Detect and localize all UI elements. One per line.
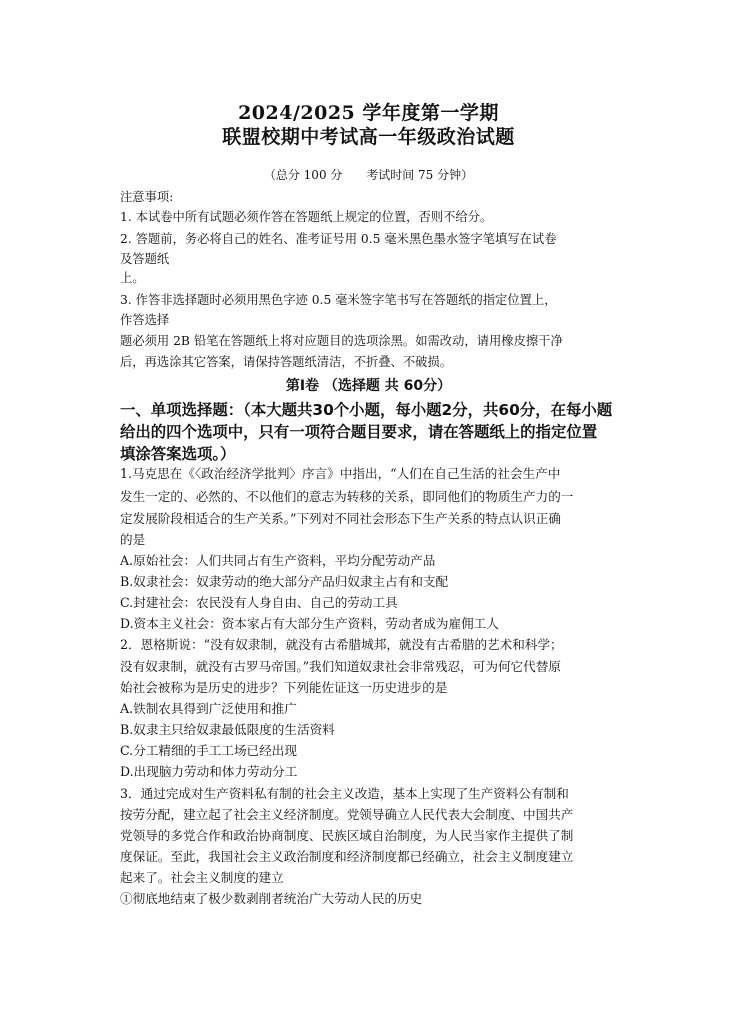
question-line: 起来了。社会主义制度的建立 — [120, 870, 284, 885]
question-line: 没有奴隶制，就没有古罗马帝国。”我们知道奴隶社会非常残忍，可为何它代替原 — [120, 659, 561, 674]
question-line: 定发展阶段相适合的生产关系。”下列对不同社会形态下生产关系的特点认识正确 — [120, 511, 561, 526]
answer-option: B.奴隶社会：奴隶劳动的绝大部分产品归奴隶主占有和支配 — [120, 574, 449, 589]
question-line: 2．恩格斯说：“没有奴隶制，就没有古希腊城邦，就没有古希腊的艺术和科学； — [120, 637, 563, 652]
section-instruction: 填涂答案选项。） — [120, 445, 236, 463]
answer-option: D.出现脑力劳动和体力劳动分工 — [120, 764, 298, 779]
answer-option: A.铁制农具得到广泛使用和推广 — [120, 701, 297, 716]
question-line: 1.马克思在《〈政治经济学批判〉序言》中指出，“人们在自己生活的社会生产中 — [120, 466, 561, 481]
notice-line: 3. 作答非选择题时必须用黑色字迹 0.5 毫米签字笔书写在答题纸的指定位置上， — [120, 293, 557, 307]
answer-option: A.原始社会：人们共同占有生产资料，平均分配劳动产品 — [120, 553, 436, 568]
exam-time: 考试时间 75 分钟） — [366, 168, 474, 182]
section-title: 第Ⅰ卷 （选择题 共 60分） — [285, 378, 452, 394]
notice-line: 及答题纸 — [120, 252, 170, 266]
question-line: 按劳分配，建立起了社会主义经济制度。党领导确立人民代表大会制度、中国共产 — [120, 807, 574, 822]
notice-line: 1. 本试卷中所有试题必须作答在答题纸上规定的位置，否则不给分。 — [120, 210, 493, 224]
answer-option: C.封建社会：农民没有人身自由、自己的劳动工具 — [120, 595, 398, 610]
notice-heading: 注意事项: — [120, 190, 174, 204]
question-line: 3．通过完成对生产资料私有制的社会主义改造，基本上实现了生产资料公有制和 — [120, 786, 569, 801]
exam-title-line1: 2024/2025 学年度第一学期 — [238, 102, 499, 124]
section-instruction: 一、单项选择题：（本大题共30个小题，每小题2分，共60分，在每小题 — [120, 401, 613, 419]
answer-option: C.分工精细的手工工场已经出现 — [120, 743, 297, 758]
exam-title-line2: 联盟校期中考试高一年级政治试题 — [222, 126, 515, 148]
notice-line: 2. 答题前，务必将自己的姓名、准考证号用 0.5 毫米黑色墨水签字笔填写在试卷 — [120, 232, 557, 246]
exam-meta — [0, 166, 737, 183]
answer-option: D.资本主义社会：资本家占有大部分生产资料，劳动者成为雇佣工人 — [120, 616, 499, 631]
statement-item: ①彻底地结束了极少数剥削者统治广大劳动人民的历史 — [120, 891, 423, 906]
notice-line: 后，再选涂其它答案，请保持答题纸清洁，不折叠、不破损。 — [120, 355, 453, 369]
answer-option: B.奴隶主只给奴隶最低限度的生活资料 — [120, 722, 335, 737]
question-line: 的是 — [120, 532, 146, 547]
notice-line: 题必须用 2B 铅笔在答题纸上将对应题目的选项涂黑。如需改动，请用橡皮擦干净 — [120, 334, 563, 348]
total-score: （总分 100 分 — [263, 168, 343, 182]
question-line: 党领导的多党合作和政治协商制度、民族区域自治制度，为人民当家作主提供了制 — [120, 828, 574, 843]
notice-line: 上。 — [120, 271, 145, 285]
question-line: 度保证。至此，我国社会主义政治制度和经济制度都已经确立，社会主义制度建立 — [120, 849, 574, 864]
notice-line: 作答选择 — [120, 313, 170, 327]
question-line: 始社会被称为是历史的进步？下列能佐证这一历史进步的是 — [120, 680, 448, 695]
question-line: 发生一定的、必然的、不以他们的意志为转移的关系，即同他们的物质生产力的一 — [120, 489, 574, 504]
section-instruction: 给出的四个选项中，只有一项符合题目要求，请在答题纸上的指定位置 — [120, 423, 598, 441]
